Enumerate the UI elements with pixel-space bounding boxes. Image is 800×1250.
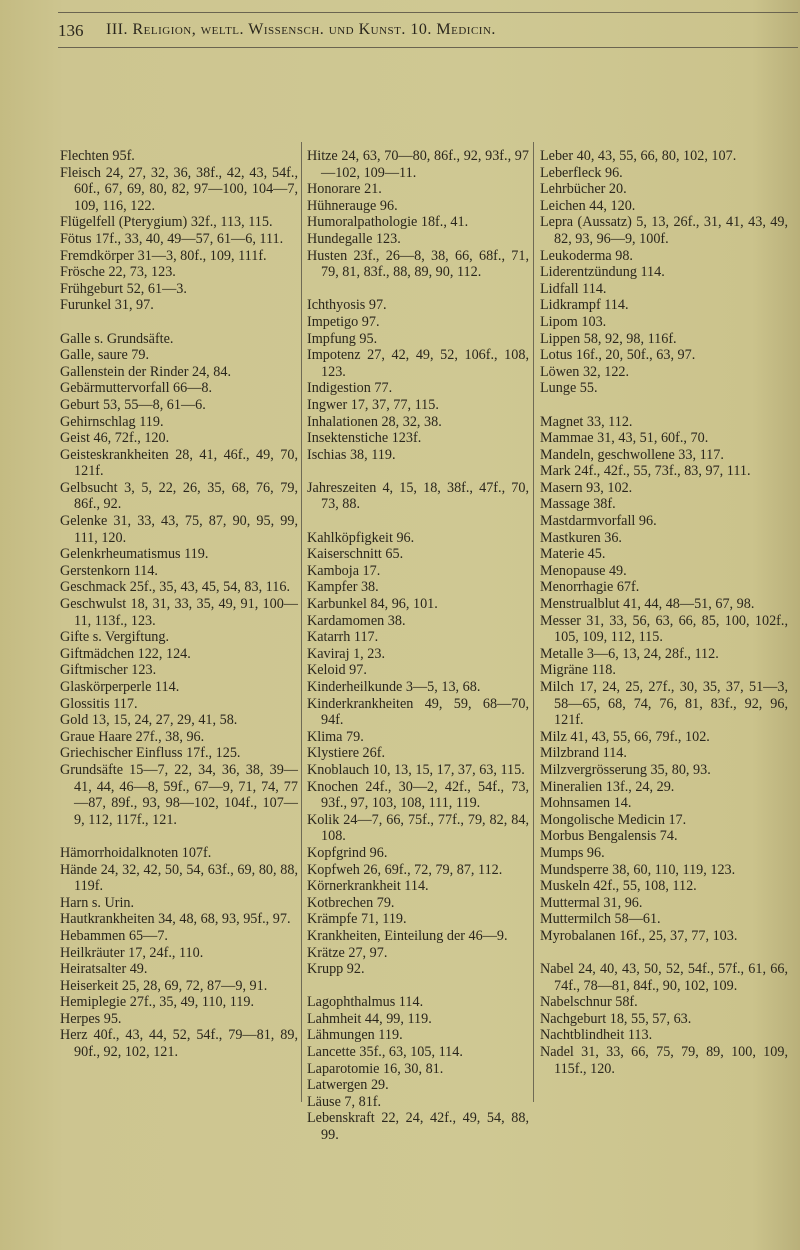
index-column-1: [60, 148, 298, 1077]
running-title: III. Religion, weltl. Wissensch. und Kunst. 10. Medicin.: [106, 21, 496, 38]
index-entry: Metalle 3—6, 13, 24, 28f., 112.: [540, 645, 719, 662]
index-entry: Muttermal 31, 96.: [540, 894, 643, 911]
index-entry: Menstrualblut 41, 44, 48—51, 67, 98.: [540, 596, 755, 613]
index-entry: Gelbsucht 3, 5, 22, 26, 35, 68, 76, 79, 86f., 92.: [60, 479, 298, 513]
index-letter-group: [60, 845, 298, 1061]
index-entry: Hebammen 65—7.: [60, 927, 168, 944]
index-letter-group: [60, 331, 298, 829]
index-entry: Laparotomie 16, 30, 81.: [307, 1060, 444, 1077]
index-entry: Lidfall 114.: [540, 280, 607, 297]
index-entry: Geschwulst 18, 31, 33, 35, 49, 91, 100—11, 113f., 123.: [60, 596, 298, 629]
index-letter-group: [307, 530, 529, 978]
column-divider: [301, 142, 302, 1102]
index-entry: Jahreszeiten 4, 15, 18, 38f., 47f., 70, 73, 88.: [307, 479, 529, 513]
index-entry: Mastdarmvorfall 96.: [540, 513, 657, 530]
index-entry: Flechten 95f.: [60, 148, 135, 164]
index-entry: Hände 24, 32, 42, 50, 54, 63f., 69, 80, 88, 119f.: [60, 861, 298, 895]
index-entry: Keloid 97.: [307, 662, 367, 679]
index-entry: Honorare 21.: [307, 181, 382, 198]
index-entry: Gelenke 31, 33, 43, 75, 87, 90, 95, 99, 111, 120.: [60, 513, 298, 546]
index-entry: Muttermilch 58—61.: [540, 911, 661, 928]
index-entry: Graue Haare 27f., 38, 96.: [60, 728, 205, 745]
index-entry: Löwen 32, 122.: [540, 363, 630, 380]
index-entry: Mumps 96.: [540, 844, 605, 861]
index-entry: Nadel 31, 33, 66, 75, 79, 89, 100, 109, 115f., 120.: [540, 1044, 788, 1077]
index-entry: Milz 41, 43, 55, 66, 79f., 102.: [540, 728, 710, 745]
index-entry: Knochen 24f., 30—2, 42f., 54f., 73, 93f., 97, 103, 108, 111, 119.: [307, 778, 529, 812]
index-entry: Karbunkel 84, 96, 101.: [307, 596, 438, 613]
index-letter-group: [307, 148, 529, 281]
index-letter-group: [307, 480, 529, 513]
index-entry: Grundsäfte 15—7, 22, 34, 36, 38, 39—41, 44, 46—8, 59f., 67—9, 71, 74, 77—87, 89f., 93, 98—102, 104f., 107—9, 112, 117f., 121.: [60, 761, 298, 828]
index-entry: Indigestion 77.: [307, 380, 393, 397]
index-entry: Ischias 38, 119.: [307, 446, 396, 463]
index-entry: Milzbrand 114.: [540, 745, 627, 762]
index-entry: Fötus 17f., 33, 40, 49—57, 61—6, 111.: [60, 230, 284, 247]
index-entry: Kampfer 38.: [307, 579, 379, 596]
index-entry: Klystiere 26f.: [307, 745, 386, 762]
index-entry: Masern 93, 102.: [540, 479, 633, 496]
index-entry: Kaiserschnitt 65.: [307, 546, 404, 563]
index-entry: Inhalationen 28, 32, 38.: [307, 413, 442, 430]
index-entry: Morbus Bengalensis 74.: [540, 828, 678, 845]
index-letter-group: [540, 961, 788, 1077]
index-entry: Kinderheilkunde 3—5, 13, 68.: [307, 679, 481, 695]
index-entry: Gelenkrheumatismus 119.: [60, 546, 209, 563]
index-entry: Lehrbücher 20.: [540, 181, 627, 198]
index-entry: Latwergen 29.: [307, 1077, 389, 1094]
index-entry: Heiserkeit 25, 28, 69, 72, 87—9, 91.: [60, 977, 268, 994]
index-entry: Leichen 44, 120.: [540, 197, 636, 214]
index-entry: Gifte s. Vergiftung.: [60, 629, 170, 646]
index-entry: Gerstenkorn 114.: [60, 562, 158, 579]
index-column-2: [307, 148, 529, 1160]
index-entry: Fremdkörper 31—3, 80f., 109, 111f.: [60, 247, 267, 264]
index-entry: Gallenstein der Rinder 24, 84.: [60, 363, 231, 380]
index-entry: Menopause 49.: [540, 562, 627, 579]
index-entry: Gehirnschlag 119.: [60, 413, 164, 430]
index-entry: Nachtblindheit 113.: [540, 1027, 653, 1044]
index-entry: Milch 17, 24, 25, 27f., 30, 35, 37, 51—3, 58—65, 68, 74, 76, 81, 83f., 92, 96, 121f.: [540, 679, 788, 729]
index-entry: Ichthyosis 97.: [307, 297, 387, 314]
index-entry: Ingwer 17, 37, 77, 115.: [307, 396, 439, 413]
index-entry: Galle, saure 79.: [60, 347, 150, 364]
running-header: [58, 12, 798, 48]
index-entry: Magnet 33, 112.: [540, 413, 633, 430]
index-entry: Furunkel 31, 97.: [60, 297, 154, 314]
index-entry: Lähmungen 119.: [307, 1027, 403, 1044]
index-entry: Hundegalle 123.: [307, 230, 401, 247]
index-entry: Husten 23f., 26—8, 38, 66, 68f., 71, 79, 81, 83f., 88, 89, 90, 112.: [307, 247, 529, 281]
index-entry: Krätze 27, 97.: [307, 944, 388, 961]
index-entry: Gebärmuttervorfall 66—8.: [60, 380, 213, 397]
index-entry: Harn s. Urin.: [60, 894, 135, 911]
index-entry: Griechischer Einfluss 17f., 125.: [60, 745, 241, 762]
index-entry: Frösche 22, 73, 123.: [60, 264, 176, 281]
index-entry: Materie 45.: [540, 546, 606, 563]
index-entry: Giftmädchen 122, 124.: [60, 645, 191, 662]
index-entry: Insektenstiche 123f.: [307, 430, 422, 447]
index-entry: Lipom 103.: [540, 313, 607, 330]
index-entry: Impotenz 27, 42, 49, 52, 106f., 108, 123.: [307, 347, 529, 380]
index-entry: Glaskörperperle 114.: [60, 679, 180, 695]
index-entry: Flügelfell (Pterygium) 32f., 113, 115.: [60, 214, 273, 231]
index-entry: Lagophthalmus 114.: [307, 994, 424, 1011]
index-entry: Hautkrankheiten 34, 48, 68, 93, 95f., 97.: [60, 911, 291, 928]
index-entry: Impfung 95.: [307, 330, 378, 347]
index-entry: Kinderkrankheiten 49, 59, 68—70, 94f.: [307, 695, 529, 729]
index-entry: Leukoderma 98.: [540, 247, 633, 264]
index-entry: Kahlköpfigkeit 96.: [307, 529, 415, 546]
index-entry: Geist 46, 72f., 120.: [60, 430, 170, 447]
index-entry: Kamboja 17.: [307, 562, 381, 579]
index-entry: Mastkuren 36.: [540, 529, 622, 546]
index-entry: Lippen 58, 92, 98, 116f.: [540, 330, 677, 347]
index-entry: Leberfleck 96.: [540, 164, 623, 181]
index-entry: Mammae 31, 43, 51, 60f., 70.: [540, 430, 709, 447]
index-entry: Menorrhagie 67f.: [540, 579, 640, 596]
index-entry: Mandeln, geschwollene 33, 117.: [540, 446, 724, 463]
index-entry: Kolik 24—7, 66, 75f., 77f., 79, 82, 84, 108.: [307, 811, 529, 845]
index-entry: Mohnsamen 14.: [540, 795, 632, 812]
index-entry: Läuse 7, 81f.: [307, 1093, 382, 1110]
index-entry: Leber 40, 43, 55, 66, 80, 102, 107.: [540, 148, 737, 164]
index-entry: Fleisch 24, 27, 32, 36, 38f., 42, 43, 54f., 60f., 67, 69, 80, 82, 97—100, 104—7, 109, 116, 122.: [60, 164, 298, 214]
index-entry: Migräne 118.: [540, 662, 616, 679]
index-letter-group: [307, 297, 529, 463]
index-entry: Heilkräuter 17, 24f., 110.: [60, 944, 204, 961]
index-entry: Mundsperre 38, 60, 110, 119, 123.: [540, 861, 736, 878]
index-letter-group: [307, 994, 529, 1143]
index-entry: Geisteskrankheiten 28, 41, 46f., 49, 70, 121f.: [60, 446, 298, 480]
index-letter-group: [540, 148, 788, 397]
index-entry: Lotus 16f., 20, 50f., 63, 97.: [540, 347, 696, 364]
index-entry: Krämpfe 71, 119.: [307, 911, 407, 928]
index-entry: Katarrh 117.: [307, 629, 379, 646]
index-entry: Kopfweh 26, 69f., 72, 79, 87, 112.: [307, 861, 503, 878]
index-entry: Lepra (Aussatz) 5, 13, 26f., 31, 41, 43, 49, 82, 93, 96—9, 100f.: [540, 214, 788, 247]
index-entry: Lunge 55.: [540, 380, 598, 397]
index-entry: Nabel 24, 40, 43, 50, 52, 54f., 57f., 61, 66, 74f., 78—81, 84f., 90, 102, 109.: [540, 961, 788, 994]
page-number: 136: [58, 21, 84, 40]
index-entry: Massage 38f.: [540, 496, 616, 513]
index-entry: Körnerkrankheit 114.: [307, 878, 429, 895]
index-letter-group: [540, 414, 788, 945]
index-column-3: [540, 148, 788, 1094]
index-entry: Knoblauch 10, 13, 15, 17, 37, 63, 115.: [307, 761, 525, 778]
index-entry: Kotbrechen 79.: [307, 894, 395, 911]
index-entry: Lidkrampf 114.: [540, 297, 629, 314]
index-entry: Gold 13, 15, 24, 27, 29, 41, 58.: [60, 712, 238, 729]
index-entry: Geburt 53, 55—8, 61—6.: [60, 396, 206, 413]
index-entry: Herz 40f., 43, 44, 52, 54f., 79—81, 89, 90f., 92, 102, 121.: [60, 1027, 298, 1061]
index-entry: Galle s. Grundsäfte.: [60, 330, 174, 347]
index-entry: Lahmheit 44, 99, 119.: [307, 1010, 432, 1027]
index-entry: Mongolische Medicin 17.: [540, 811, 687, 828]
index-entry: Heiratsalter 49.: [60, 961, 148, 978]
index-entry: Frühgeburt 52, 61—3.: [60, 280, 187, 297]
index-entry: Klima 79.: [307, 728, 364, 745]
index-entry: Hemiplegie 27f., 35, 49, 110, 119.: [60, 994, 254, 1011]
index-entry: Lancette 35f., 63, 105, 114.: [307, 1044, 463, 1061]
index-entry: Lebenskraft 22, 24, 42f., 49, 54, 88, 99.: [307, 1110, 529, 1144]
column-divider: [533, 142, 534, 1102]
index-entry: Krupp 92.: [307, 961, 365, 978]
index-entry: Kaviraj 1, 23.: [307, 645, 386, 662]
index-entry: Liderentzündung 114.: [540, 264, 665, 281]
index-entry: Myrobalanen 16f., 25, 37, 77, 103.: [540, 927, 738, 944]
index-entry: Muskeln 42f., 55, 108, 112.: [540, 878, 697, 895]
index-entry: Glossitis 117.: [60, 695, 138, 712]
index-entry: Krankheiten, Einteilung der 46—9.: [307, 927, 508, 944]
index-entry: Hämorrhoidalknoten 107f.: [60, 844, 212, 861]
index-entry: Impetigo 97.: [307, 313, 380, 330]
index-entry: Mineralien 13f., 24, 29.: [540, 778, 675, 795]
index-entry: Messer 31, 33, 56, 63, 66, 85, 100, 102f., 105, 109, 112, 115.: [540, 612, 788, 646]
index-entry: Mark 24f., 42f., 55, 73f., 83, 97, 111.: [540, 463, 751, 480]
index-entry: Hühnerauge 96.: [307, 197, 398, 214]
index-entry: Nachgeburt 18, 55, 57, 63.: [540, 1010, 692, 1027]
index-letter-group: [60, 148, 298, 314]
index-entry: Kardamomen 38.: [307, 612, 406, 629]
index-entry: Giftmischer 123.: [60, 662, 157, 679]
index-entry: Humoralpathologie 18f., 41.: [307, 214, 469, 231]
index-entry: Herpes 95.: [60, 1010, 122, 1027]
index-entry: Hitze 24, 63, 70—80, 86f., 92, 93f., 97—102, 109—11.: [307, 148, 529, 181]
index-entry: Milzvergrösserung 35, 80, 93.: [540, 761, 711, 778]
index-entry: Nabelschnur 58f.: [540, 994, 638, 1011]
index-entry: Geschmack 25f., 35, 43, 45, 54, 83, 116.: [60, 579, 290, 596]
index-entry: Kopfgrind 96.: [307, 844, 388, 861]
